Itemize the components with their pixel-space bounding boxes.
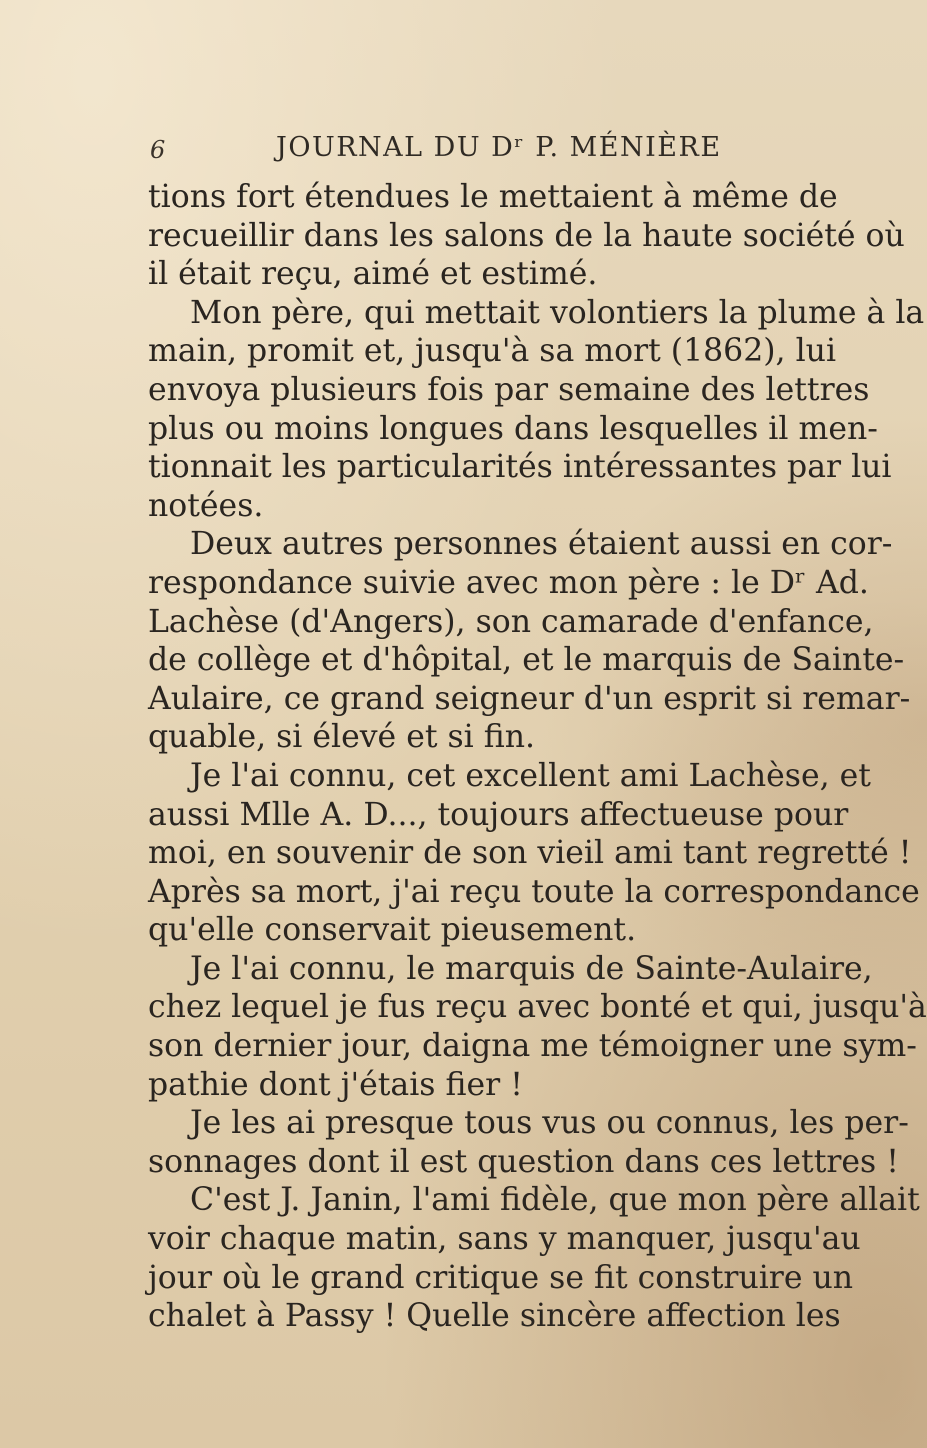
text-line: notées. — [148, 487, 264, 524]
text-line: Je l'ai connu, le marquis de Sainte-Aulaire, — [190, 950, 873, 987]
text-line: Aulaire, ce grand seigneur d'un esprit si remar- — [148, 680, 911, 717]
text-line: il était reçu, aimé et estimé. — [148, 256, 598, 293]
text-line: aussi Mlle A. D..., toujours affectueuse pour — [148, 796, 849, 833]
text-line: respondance suivie avec mon père : le Dʳ Ad. — [148, 564, 869, 601]
text-line: Lachèse (d'Angers), son camarade d'enfance, — [148, 603, 874, 640]
text-line: voir chaque matin, sans y manquer, jusqu'au — [148, 1221, 861, 1258]
text-line: plus ou moins longues dans lesquelles il men- — [148, 410, 878, 447]
text-line: main, promit et, jusqu'à sa mort (1862), lui — [148, 333, 837, 370]
text-line: qu'elle conservait pieusement. — [148, 912, 637, 949]
text-line: tions fort étendues le mettaient à même de — [148, 179, 838, 215]
text-line: Deux autres personnes étaient aussi en cor- — [190, 526, 893, 563]
text-line: moi, en souvenir de son vieil ami tant regretté ! — [148, 835, 912, 872]
text-line: Je l'ai connu, cet excellent ami Lachèse, et — [190, 757, 871, 794]
running-head — [150, 132, 750, 172]
text-line: jour où le grand critique se fit construire un — [148, 1259, 854, 1296]
text-line: pathie dont j'étais fier ! — [148, 1066, 523, 1103]
text-line: chez lequel je fus reçu avec bonté et qui, jusqu'à — [148, 989, 927, 1026]
text-line: envoya plusieurs fois par semaine des lettres — [148, 371, 870, 408]
text-line: chalet à Passy ! Quelle sincère affection les — [148, 1298, 841, 1335]
text-line: de collège et d'hôpital, et le marquis de Sainte- — [148, 642, 905, 679]
text-line: C'est J. Janin, l'ami fidèle, que mon père allait — [190, 1182, 920, 1219]
text-line: Mon père, qui mettait volontiers la plume à la — [190, 294, 925, 331]
text-line: quable, si élevé et si fin. — [148, 719, 536, 756]
text-line: son dernier jour, daigna me témoigner une sym- — [148, 1028, 917, 1065]
running-title: JOURNAL DU Dʳ P. MÉNIÈRE — [276, 132, 722, 163]
text-line: tionnait les particularités intéressantes par lui — [148, 449, 892, 486]
text-line: Après sa mort, j'ai reçu toute la correspondance — [148, 873, 920, 910]
text-line: Je les ai presque tous vus ou connus, les per- — [190, 1105, 909, 1142]
text-line: sonnages dont il est question dans ces lettres ! — [148, 1143, 899, 1180]
text-line: recueillir dans les salons de la haute société où — [148, 217, 905, 254]
page-number: 6 — [150, 136, 166, 164]
body-text — [148, 178, 927, 1336]
